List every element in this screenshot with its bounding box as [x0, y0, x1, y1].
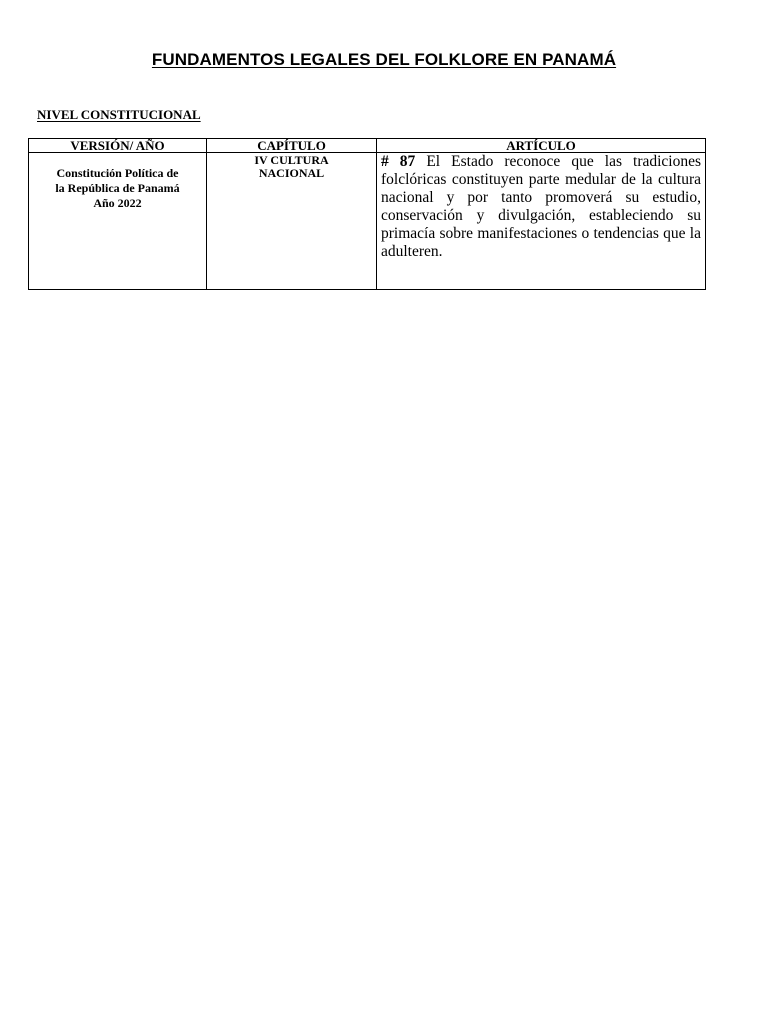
header-article: ARTÍCULO	[377, 139, 706, 153]
header-chapter: CAPÍTULO	[207, 139, 377, 153]
document-title: FUNDAMENTOS LEGALES DEL FOLKLORE EN PANAMÁ	[151, 50, 617, 69]
version-line: la República de Panamá	[55, 181, 180, 195]
version-year-cell	[29, 153, 207, 290]
article-number: # 87	[381, 153, 416, 170]
table-header-row	[29, 139, 706, 153]
article-cell	[377, 153, 706, 290]
version-line: Constitución Política de	[56, 166, 179, 180]
section-heading: NIVEL CONSTITUCIONAL	[37, 107, 201, 122]
table-row	[29, 153, 706, 290]
chapter-cell	[207, 153, 377, 290]
article-text: El Estado reconoce que las tradiciones folclóricas constituyen parte medular de la cultura nacional y por tanto promoverá su estudio, conservación y divulgación, estableciendo su primacía sobre manifestaciones o tendencias que la adulteren.	[381, 153, 702, 260]
chapter-line: NACIONAL	[258, 166, 325, 180]
chapter-line: IV CULTURA	[254, 153, 329, 167]
version-line: Año 2022	[93, 196, 142, 210]
header-version-year: VERSIÓN/ AÑO	[29, 139, 207, 153]
legal-foundations-table	[28, 138, 706, 290]
